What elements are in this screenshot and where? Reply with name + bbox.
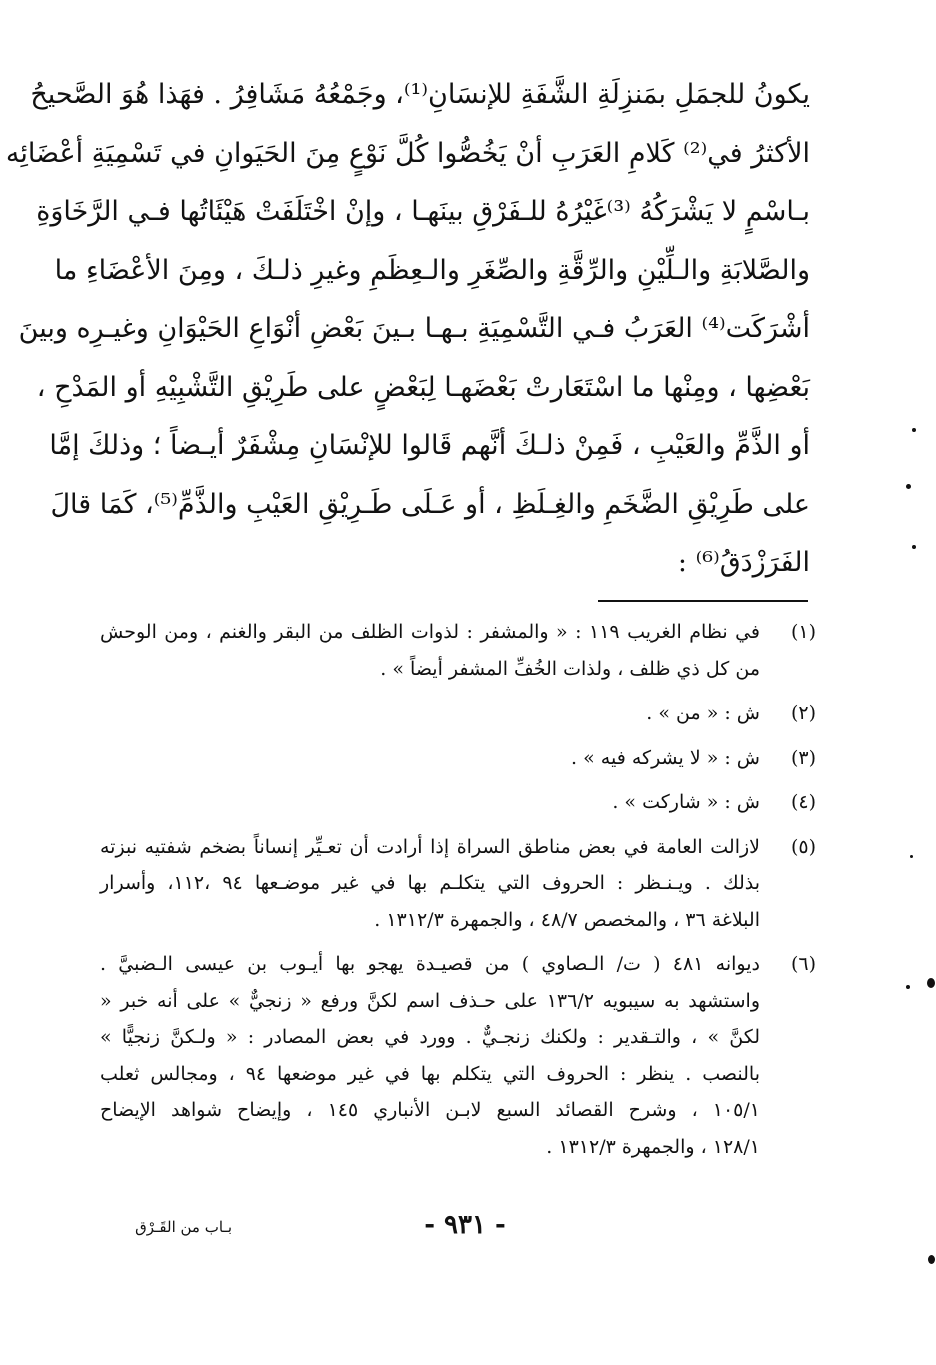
scan-speck [928, 1255, 935, 1264]
footnote-number: (٦) [790, 953, 816, 975]
footnote-line: ش : « لا يشركه فيه » . [571, 746, 760, 769]
footnote-line: ديوانه ٤٨١ ( ت/ الـصاوي ) من قصيـدة يهجو بها أيـوب بن عيسى الـضبيَّ . [100, 953, 760, 975]
footnote [100, 829, 816, 939]
main-text-line: الفَرَزْدَقُ⁽⁶⁾ : [677, 547, 810, 578]
scan-speck [906, 484, 911, 489]
main-text-line: الأكثرُ في⁽²⁾ كَلامِ العَرَبِ أنْ يَخُصُّوا كُلَّ نَوْعٍ مِنَ الحَيَوانِ في تَسْمِيَةِ أعْضَائِه [5, 137, 810, 169]
main-text [5, 66, 810, 593]
footnote-body [100, 740, 760, 777]
footnote-line: ش : « من » . [646, 702, 760, 724]
footnote-number: (٢) [790, 702, 816, 724]
scan-speck [906, 985, 910, 989]
footnote-line: من كل ذي ظلف ، ولذات الخُفِّ المشفر أيضاً » . [380, 657, 760, 680]
footnote-number: (٤) [790, 791, 816, 813]
footnote [100, 784, 816, 821]
page-number: - ٩٣١ - [424, 1210, 506, 1240]
main-text-line: أو الذَّمِّ والعَيْبِ ، فَمِنْ ذلـكَ أنَّهم قَالوا للإنْسَانِ مِشْفَرٌ أيـضاً ؛ وذلكَ إمَّا [49, 430, 810, 461]
footnote [100, 946, 816, 1165]
footnote-line: لكنَّ » ، والتـقدير : ولكنك زنجـيٌّ . وورد في بعض المصادر : « ولـكنَّ زنجيًّا » [100, 1026, 760, 1048]
main-text-line: على طَرِيْقِ الضَّخَمِ والغِـلَظِ ، أو عَـلَى طَـرِيْقِ العَيْبِ والذَّمِّ⁽⁵⁾، كَمَا قالَ [50, 488, 810, 520]
footnote-line: ١٠٥/١ ، وشرح القصائد السبع لابـن الأنباري ١٤٥ ، وإيضاح شواهد الإيضاح [100, 1099, 760, 1121]
footnote-line: ش : « شاركت » . [612, 791, 760, 813]
footnote-line: بذلك . ويـنـظر : الحروف التي يتكلـم بها في غير موضـعها ٩٤ ،١١٢، وأسرار [100, 872, 761, 894]
scan-speck [912, 428, 916, 432]
running-footer: بـاب من القَـرْق [135, 1218, 232, 1236]
footnote-number: (٥) [790, 835, 816, 858]
footnote-number: (١) [790, 621, 816, 643]
footnote-line: ١٢٨/١ ، والجمهرة ١٣١٢/٣ . [546, 1135, 760, 1158]
footnote-body [100, 614, 760, 687]
scan-speck [927, 978, 935, 988]
scan-speck [912, 545, 916, 549]
footnote-line: البلاغة ٣٦ ، والمخصص ٤٨/٧ ، والجمهرة ١٣١٢/٣ . [374, 908, 760, 931]
footnote [100, 695, 816, 732]
main-text-line: بـاسْمٍ لا يَشْرَكُهُ ⁽³⁾غَيْرُهُ للـفَرْقِ بينَهـا ، وإنْ اخْتَلَفَتْ هَيْئَاتُها فـي الرَّخَاوَةِ [36, 196, 810, 227]
footnote [100, 614, 816, 687]
main-text-line: بَعْضِها ، ومِنْها ما اسْتَعَارتْ بَعْضَهـا لِبَعْضٍ على طَرِيْقِ التَّشْبِيْهِ أو المَدْحِ ، [36, 371, 810, 403]
footnote-separator [598, 600, 808, 602]
footnote-number: (٣) [790, 746, 816, 769]
footnote-line: لازالت العامة في بعض مناطق السراة إذا أرادت أن تعـيِّر إنساناً بضخم شفتيه نبزته [100, 835, 760, 858]
main-text-line: والصَّلابَةِ والـلِّيْنِ والرِّقَّةِ والصِّغَرِ والـعِظَمِ وغيرِ ذلـكَ ، ومِنَ الأعْضَاءِ ما [54, 254, 810, 286]
footnotes [100, 614, 816, 1173]
footnote [100, 740, 816, 777]
footnote-body [100, 946, 760, 1165]
footnote-line: واستشهد به سيبويه ١٣٦/٢ على حـذف اسم لكنَّ ورفع « زنجيٌّ » على أنه خبر « [100, 989, 761, 1012]
scan-speck [910, 855, 913, 858]
main-text-line: يكونُ للجمَلِ بمَنزِلَةِ الشَّفَةِ للإنسَانِ⁽¹⁾، وجَمْعُهُ مَشَافِرُ . فهَذا هُوَ الصَّحيحُ [30, 79, 810, 110]
main-text-line: أشْرَكَت⁽⁴⁾ العَرَبُ فـي التَّسْمِيَةِ بـهـا بـينَ بَعْضِ أنْوَاعِ الحَيْوَانِ وغيـرِه وبينَ [18, 313, 810, 344]
footnote-body [100, 829, 760, 939]
footnote-body [100, 784, 760, 821]
footnote-line: في نظام الغريب ١١٩ : « والمشفر : لذوات الظلف من البقر والغنم ، ومن الوحش [100, 621, 760, 643]
footnote-line: بالنصب . ينظر : الحروف التي يتكلم بها في غير موضعها ٩٤ ، ومجالس ثعلب [100, 1062, 760, 1085]
footnote-body [100, 695, 760, 732]
